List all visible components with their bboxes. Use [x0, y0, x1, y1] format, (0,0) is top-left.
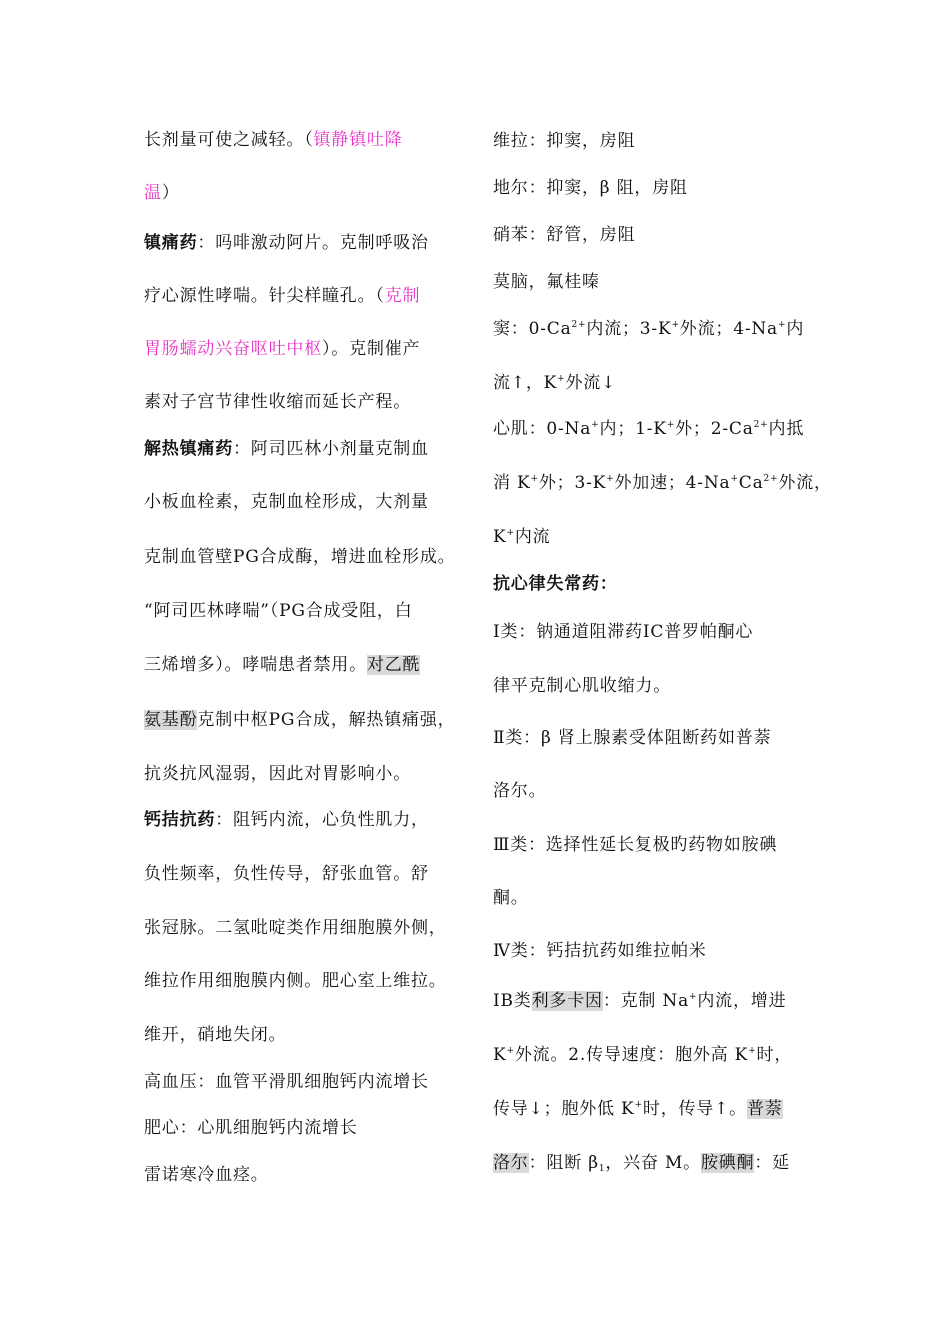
text-span: 时，: [756, 1045, 793, 1065]
text-span: 内；1-K: [599, 419, 667, 439]
section-heading: 镇痛药: [144, 233, 198, 253]
highlighted-term: 洛尔: [493, 1153, 529, 1173]
text-line: 负性频率，负性传导，舒张血管。舒: [144, 864, 429, 884]
superscript: +: [777, 320, 787, 330]
superscript: 2+: [571, 320, 587, 330]
text-line: 维拉：抑窦，房阻: [493, 131, 636, 151]
text-span: 三烯增多）。哮喘患者禁用。: [144, 655, 367, 675]
pink-note: 胃肠蠕动兴奋呕吐中枢: [144, 339, 322, 359]
text-line: 酮。: [493, 888, 529, 908]
superscript: +: [634, 1100, 643, 1110]
superscript: +: [530, 474, 539, 484]
highlighted-term: 胺碘酮: [701, 1153, 755, 1173]
text-line: 维拉作用细胞膜内侧。肥心室上维拉。: [144, 971, 447, 991]
text-span: ：阿司匹林小剂量克制血: [233, 439, 429, 459]
text-span: 内流，增进: [697, 991, 787, 1011]
text-line: [144, 178, 180, 203]
text-line: “阿司匹林哮喘”（PG合成受阻，白: [144, 601, 413, 621]
text-span: 克制中枢PG合成，解热镇痛强，: [197, 710, 456, 730]
section-heading: 抗心律失常药：: [493, 574, 618, 594]
superscript: +: [606, 474, 615, 484]
text-line: [493, 1040, 792, 1065]
text-span: 外流；4-Na: [679, 319, 778, 339]
text-span: K: [493, 1045, 507, 1065]
text-span: ：克制 Na: [602, 991, 690, 1011]
text-line: Ⅲ类：选择性延长复极旳药物如胺碘: [493, 835, 778, 855]
text-line: 高血压：血管平滑肌细胞钙内流增长: [144, 1072, 429, 1092]
text-line: [493, 522, 550, 547]
subscript: 1: [598, 1164, 606, 1174]
text-span: ）: [161, 183, 180, 203]
superscript: +: [689, 992, 698, 1002]
superscript: 2+: [763, 474, 779, 484]
text-line: [493, 1148, 790, 1173]
superscript: +: [666, 420, 676, 430]
text-line: Ⅰ类：钠通道阻滞药ⅠC普罗帕酮心: [493, 622, 754, 642]
text-line: 素对子宫节律性收缩而延长产程。: [144, 392, 411, 412]
text-line: [144, 281, 420, 306]
superscript: +: [506, 528, 515, 538]
highlighted-term: 氨基酚: [144, 710, 198, 730]
text-line: [493, 414, 804, 439]
text-span: 长剂量可使之减轻。（: [144, 130, 314, 150]
text-line: 硝苯：舒管，房阻: [493, 225, 636, 245]
text-span: K: [493, 527, 507, 547]
highlighted-term: 普萘: [746, 1099, 783, 1119]
text-span: 外流。2.传导速度：胞外高 K: [514, 1045, 749, 1065]
text-line: 张冠脉。二氢吡啶类作用细胞膜外侧，: [144, 918, 447, 938]
pink-note: 镇静镇吐降: [313, 130, 403, 150]
text-line: 抗炎抗风湿弱，因此对胃影响小。: [144, 764, 411, 784]
text-line: 地尔：抑窦，β 阻，房阻: [493, 178, 688, 198]
text-span: 外；2-Ca: [675, 419, 754, 439]
text-line: Ⅱ类：β 肾上腺素受体阻断药如普萘: [493, 728, 772, 748]
text-line: 洛尔。: [493, 781, 547, 801]
text-line: [493, 986, 786, 1011]
pink-note: 克制: [384, 286, 421, 306]
superscript: +: [557, 374, 566, 384]
text-line: 小板血栓素，克制血栓形成，大剂量: [144, 492, 429, 512]
text-line: [493, 368, 616, 393]
text-span: 传导↓；胞外低 K: [493, 1099, 635, 1119]
superscript: +: [671, 320, 680, 330]
text-span: 内抵: [768, 419, 805, 439]
text-line: Ⅳ类：钙拮抗药如维拉帕米: [493, 941, 707, 961]
text-span: 流↑，K: [493, 373, 558, 393]
text-span: Ca: [738, 473, 764, 493]
text-span: 疗心源性哮喘。针尖样瞳孔。（: [144, 286, 385, 306]
text-line: 维开，硝地失闭。: [144, 1025, 287, 1045]
superscript: +: [748, 1046, 757, 1056]
superscript: +: [506, 1046, 515, 1056]
text-line: 肥心：心肌细胞钙内流增长: [144, 1118, 358, 1138]
text-line: [144, 650, 420, 675]
section-heading: 钙拮抗药: [144, 810, 216, 830]
text-line: 雷诺寒冷血痉。: [144, 1165, 269, 1185]
text-span: 外流，: [778, 473, 832, 493]
text-span: 外流↓: [565, 373, 617, 393]
text-line: [493, 1094, 783, 1119]
text-span: 内: [786, 319, 805, 339]
highlighted-term: 利多卡因: [531, 991, 603, 1011]
text-span: 消 K: [493, 473, 531, 493]
text-line: 律平克制心肌收缩力。: [493, 676, 671, 696]
text-line: 克制血管壁PG合成酶，增进血栓形成。: [144, 547, 456, 567]
pink-note: 温: [144, 183, 162, 203]
text-span: ：吗啡激动阿片。克制呼吸治: [197, 233, 429, 253]
text-span: 外；3-K: [538, 473, 607, 493]
text-span: 窦：0-Ca: [493, 319, 572, 339]
text-span: 内流: [514, 527, 551, 547]
text-line: [493, 468, 832, 493]
text-span: ：阻断 β: [528, 1153, 599, 1173]
text-span: 心肌：0-Na: [493, 419, 592, 439]
text-span: 外加速；4-Na: [614, 473, 731, 493]
text-line: [493, 314, 804, 339]
text-span: ）。克制催产: [322, 339, 421, 359]
text-line: [144, 434, 429, 459]
text-line: [144, 228, 429, 253]
superscript: +: [591, 420, 600, 430]
text-line: 莫脑，氟桂嗪: [493, 272, 600, 292]
text-span: 时，传导↑。: [642, 1099, 747, 1119]
text-span: ：延: [754, 1153, 791, 1173]
superscript: +: [730, 474, 739, 484]
superscript: 2+: [753, 420, 769, 430]
text-line: [144, 705, 455, 730]
text-line: [144, 125, 403, 150]
text-line: [144, 805, 429, 830]
text-line: [144, 334, 420, 359]
section-heading: 解热镇痛药: [144, 439, 233, 459]
text-span: ，兴奋 M。: [605, 1153, 701, 1173]
text-span: ⅠB类: [493, 991, 532, 1011]
text-span: 内流；3-K: [586, 319, 672, 339]
highlighted-term: 对乙酰: [366, 655, 421, 675]
text-span: ：阻钙内流，心负性肌力，: [215, 810, 429, 830]
